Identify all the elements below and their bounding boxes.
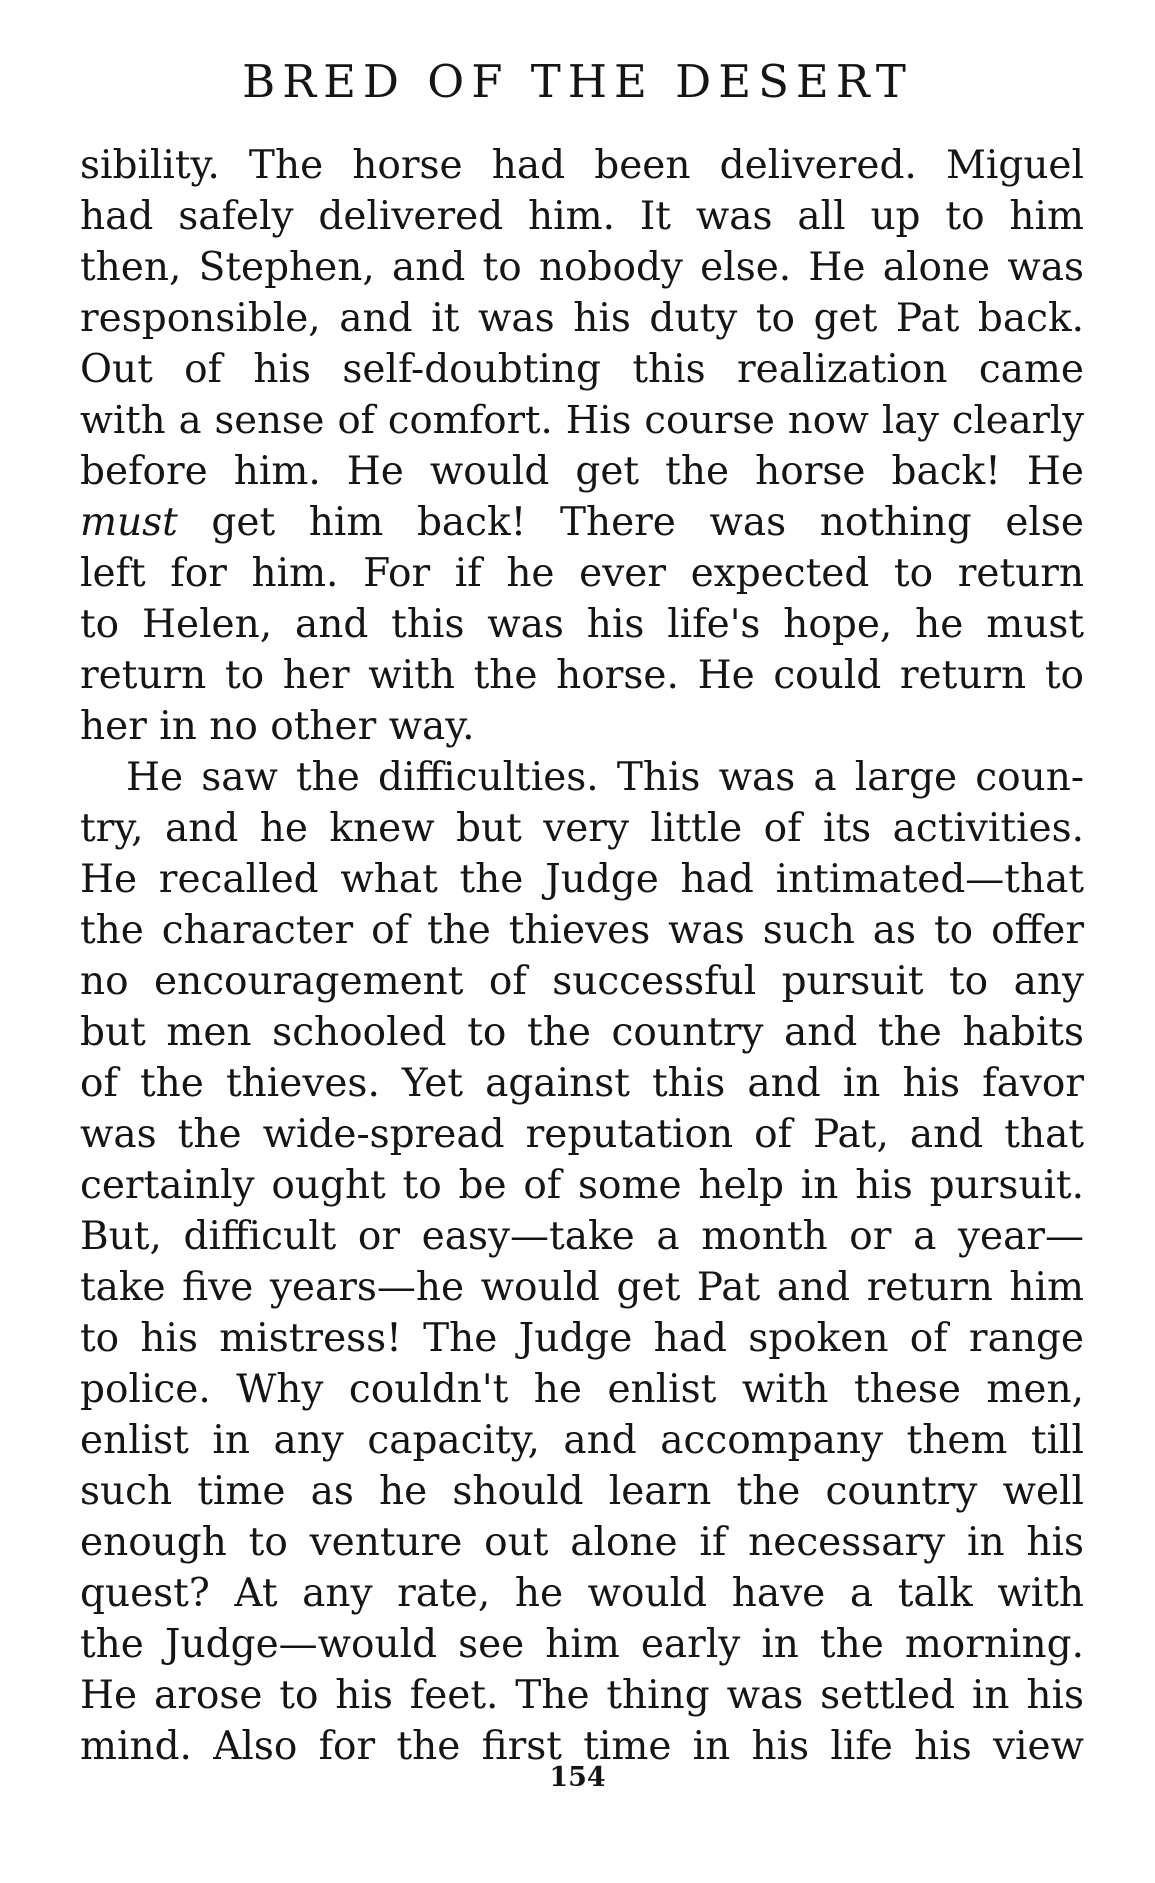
text-line: sibility. The horse had been delivered. Miguel bbox=[80, 143, 1084, 188]
text-line: before him. He would get the horse back! He bbox=[80, 449, 1084, 494]
text-line: had safely delivered him. It was all up to him bbox=[80, 194, 1084, 239]
text-line: take five years—he would get Pat and return him bbox=[80, 1265, 1084, 1310]
text-line: He saw the difficulties. This was a large coun- bbox=[126, 755, 1084, 800]
text-line: enough to venture out alone if necessary in his bbox=[80, 1520, 1084, 1565]
text-line: to his mistress! The Judge had spoken of range bbox=[80, 1316, 1084, 1361]
italic-emphasis: must bbox=[80, 500, 178, 545]
text-line: her in no other way. bbox=[80, 704, 475, 749]
text-line-remainder: get him back! There was nothing else bbox=[177, 500, 1084, 545]
text-line: the Judge—would see him early in the morning. bbox=[80, 1622, 1084, 1667]
text-line: police. Why couldn't he enlist with these men, bbox=[80, 1367, 1084, 1412]
text-line: He arose to his feet. The thing was settled in his bbox=[80, 1673, 1084, 1718]
paragraph bbox=[80, 140, 1084, 752]
text-line: then, Stephen, and to nobody else. He alone was bbox=[80, 245, 1084, 290]
text-line: no encouragement of successful pursuit to any bbox=[80, 959, 1084, 1004]
text-line: mind. Also for the first time in his life his view bbox=[80, 1724, 1084, 1769]
text-line: responsible, and it was his duty to get Pat back. bbox=[80, 296, 1084, 341]
text-line: quest? At any rate, he would have a talk with bbox=[80, 1571, 1084, 1616]
text-line: to Helen, and this was his life's hope, he must bbox=[80, 602, 1084, 647]
text-line: try, and he knew but very little of its activities. bbox=[80, 806, 1084, 851]
text-line: such time as he should learn the country well bbox=[80, 1469, 1084, 1514]
page-number: 154 bbox=[549, 1762, 606, 1793]
body-text bbox=[80, 140, 1084, 1772]
text-line: left for him. For if he ever expected to return bbox=[80, 551, 1084, 596]
text-line: He recalled what the Judge had intimated—that bbox=[80, 857, 1084, 902]
text-line: but men schooled to the country and the habits bbox=[80, 1010, 1084, 1055]
text-line: certainly ought to be of some help in his pursuit. bbox=[80, 1163, 1084, 1208]
text-line: enlist in any capacity, and accompany them till bbox=[80, 1418, 1084, 1463]
text-line: was the wide-spread reputation of Pat, and that bbox=[80, 1112, 1084, 1157]
text-line: with a sense of comfort. His course now lay clearly bbox=[80, 398, 1084, 443]
text-line: But, difficult or easy—take a month or a year— bbox=[80, 1214, 1084, 1259]
text-line: return to her with the horse. He could return to bbox=[80, 653, 1084, 698]
text-line-with-italic bbox=[80, 497, 1084, 548]
running-head: BRED OF THE DESERT bbox=[242, 55, 913, 108]
text-line: the character of the thieves was such as to offer bbox=[80, 908, 1084, 953]
paragraph bbox=[80, 752, 1084, 1772]
text-line: of the thieves. Yet against this and in his favor bbox=[80, 1061, 1084, 1106]
text-line: Out of his self-doubting this realization came bbox=[80, 347, 1084, 392]
